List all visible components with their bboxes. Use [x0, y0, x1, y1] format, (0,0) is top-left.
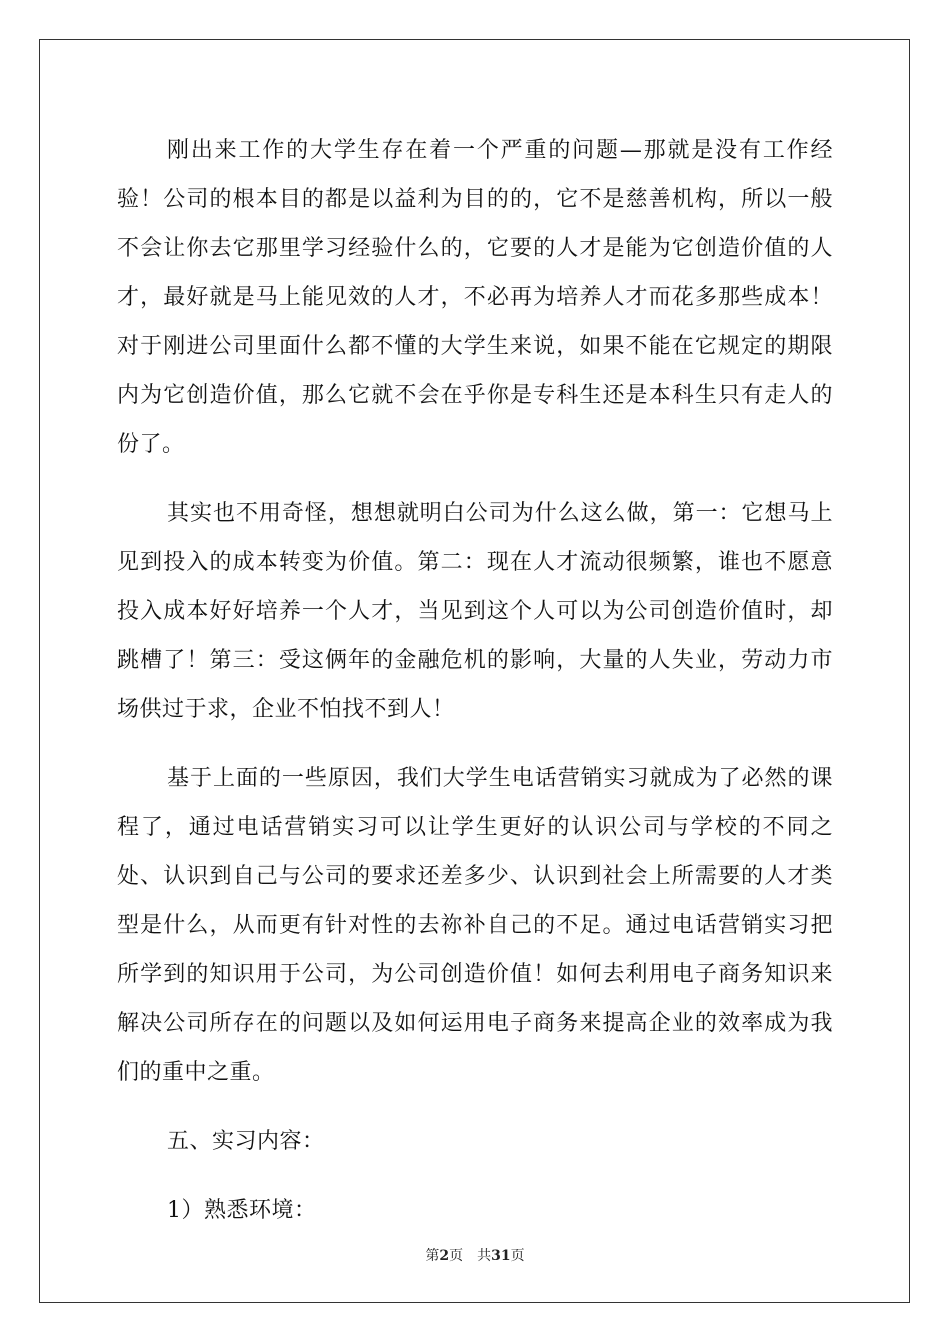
total-prefix: 共 [477, 1248, 492, 1264]
total-pages: 31 [491, 1248, 511, 1264]
subsection-heading: 1）熟悉环境： [167, 1198, 317, 1223]
page-suffix: 页 [449, 1248, 464, 1264]
paragraph-3: 基于上面的一些原因，我们大学生电话营销实习就成为了必然的课程了，通过电话营销实习可以让学生更好的认识公司与学校的不同之处、认识到自己与公司的要求还差多少、认识到社会上所需要的人才类型是什么，从而更有针对性的去祢补自己的不足。通过电话营销实习把所学到的知识用于公司，为公司创造价值！如何去利用电子商务知识来解决公司所存在的问题以及如何运用电子商务来提高企业的效率成为我们的重中之重。 [117, 766, 833, 1085]
paragraph-2: 其实也不用奇怪，想想就明白公司为什么这么做，第一：它想马上见到投入的成本转变为价值。第二：现在人才流动很频繁，谁也不愿意投入成本好好培养一个人才，当见到这个人可以为公司创造价值时，却跳槽了！第三：受这俩年的金融危机的影响，大量的人失业，劳动力市场供过于求，企业不怕找不到人！ [117, 501, 833, 722]
section-heading: 五、实习内容： [167, 1129, 325, 1154]
page-prefix: 第 [425, 1248, 440, 1264]
page-number: 2 [439, 1248, 450, 1264]
page-footer [0, 1245, 950, 1265]
paragraph-1: 刚出来工作的大学生存在着一个严重的问题—那就是没有工作经验！公司的根本目的都是以益利为目的的，它不是慈善机构，所以一般不会让你去它那里学习经验什么的，它要的人才是能为它创造价值的人才，最好就是马上能见效的人才，不必再为培养人才而花多那些成本！对于刚进公司里面什么都不懂的大学生来说，如果不能在它规定的期限内为它创造价值，那么它就不会在乎你是专科生还是本科生只有走人的份了。 [117, 138, 833, 457]
total-suffix: 页 [510, 1248, 525, 1264]
document-body [117, 126, 833, 1255]
